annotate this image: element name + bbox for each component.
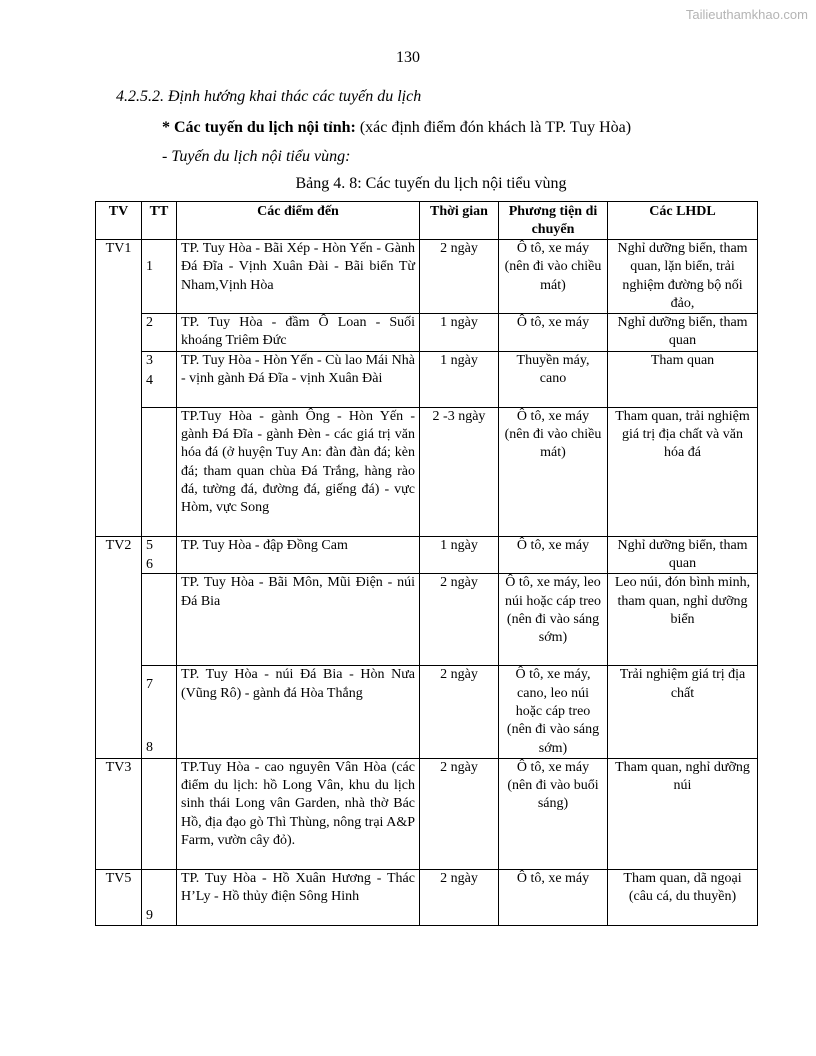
routes-table bbox=[95, 201, 758, 926]
header-tt: TT bbox=[142, 202, 177, 240]
lhdl-cell: Trải nghiệm giá trị địa chất bbox=[608, 666, 758, 758]
lhdl-cell: Leo núi, đón bình minh, tham quan, nghỉ dưỡng biển bbox=[608, 574, 758, 666]
header-tv: TV bbox=[96, 202, 142, 240]
time-cell: 1 ngày bbox=[420, 536, 499, 574]
lhdl-cell: Nghỉ dưỡng biển, tham quan bbox=[608, 536, 758, 574]
table-caption: Bảng 4. 8: Các tuyến du lịch nội tiểu vùng bbox=[295, 175, 567, 192]
time-cell: 1 ngày bbox=[420, 351, 499, 407]
table-row bbox=[96, 758, 758, 869]
transport-cell: Ô tô, xe máy bbox=[499, 869, 608, 925]
transport-cell: Ô tô, xe máy (nên đi vào chiều mát) bbox=[499, 407, 608, 536]
lhdl-cell: Tham quan, dã ngoại (câu cá, du thuyền) bbox=[608, 869, 758, 925]
transport-cell: Ô tô, xe máy (nên đi vào chiều mát) bbox=[499, 240, 608, 314]
transport-cell: Ô tô, xe máy (nên đi vào buổi sáng) bbox=[499, 758, 608, 869]
destinations-cell: TP. Tuy Hòa - đập Đồng Cam bbox=[177, 536, 420, 574]
destinations-cell: TP. Tuy Hòa - Hòn Yến - Cù lao Mái Nhà - vịnh gành Đá Đĩa - vịnh Xuân Đài bbox=[177, 351, 420, 407]
destinations-cell: TP. Tuy Hòa - Bãi Môn, Mũi Điện - núi Đá Bia bbox=[177, 574, 420, 666]
table-row bbox=[96, 869, 758, 925]
section-heading: 4.2.5.2. Định hướng khai thác các tuyến du lịch bbox=[116, 88, 422, 105]
lhdl-cell: Nghỉ dưỡng biển, tham quan, lặn biển, trải nghiệm đường bộ nối đảo, bbox=[608, 240, 758, 314]
row-number: 5 bbox=[142, 536, 177, 574]
row-number bbox=[142, 739, 177, 869]
transport-cell: Ô tô, xe máy, leo núi hoặc cáp treo (nên đi vào sáng sớm) bbox=[499, 574, 608, 666]
row-number-text: 6 bbox=[146, 557, 153, 573]
transport-cell: Thuyền máy, cano bbox=[499, 351, 608, 407]
header-time: Thời gian bbox=[420, 202, 499, 240]
row-number bbox=[142, 372, 177, 536]
sub-subheading: - Tuyến du lịch nội tiểu vùng: bbox=[162, 148, 351, 165]
watermark: Tailieuthamkhao.com bbox=[685, 7, 808, 22]
row-number-text: 4 bbox=[146, 372, 153, 388]
subheading-rest: (xác định điểm đón khách là TP. Tuy Hòa) bbox=[355, 119, 632, 136]
row-number: 2 bbox=[142, 314, 177, 352]
subheading-bold: * Các tuyến du lịch nội tỉnh: bbox=[162, 119, 356, 136]
lhdl-cell: Tham quan, nghỉ dưỡng núi bbox=[608, 758, 758, 869]
group-cell-tv1: TV1 bbox=[96, 240, 142, 537]
lhdl-cell: Tham quan, trải nghiệm giá trị địa chất và văn hóa đá bbox=[608, 407, 758, 536]
destinations-cell: TP. Tuy Hòa - đầm Ô Loan - Suối khoáng Triêm Đức bbox=[177, 314, 420, 352]
row-number: 3 bbox=[142, 351, 177, 407]
header-lhdl: Các LHDL bbox=[608, 202, 758, 240]
row-number-text: 8 bbox=[146, 739, 153, 755]
row-number: 9 bbox=[142, 869, 177, 925]
table-row bbox=[96, 536, 758, 574]
table-row bbox=[96, 407, 758, 536]
table-row bbox=[96, 240, 758, 314]
table-row bbox=[96, 351, 758, 407]
transport-cell: Ô tô, xe máy bbox=[499, 314, 608, 352]
header-destinations: Các điểm đến bbox=[177, 202, 420, 240]
destinations-cell: TP.Tuy Hòa - gành Ông - Hòn Yến - gành Đá Đĩa - gành Đèn - các giá trị văn hóa đá (ở huyện Tuy An: đàn đàn đá; kèn đá; tham quan chùa Đá Trắng, hàng rào đá, tường đá, đường đá, giếng đá) - vực Hòm, vực Song bbox=[177, 407, 420, 536]
destinations-cell: TP. Tuy Hòa - Hồ Xuân Hương - Thác H’Ly - Hồ thủy điện Sông Hinh bbox=[177, 869, 420, 925]
time-cell: 2 ngày bbox=[420, 240, 499, 314]
table-row bbox=[96, 574, 758, 666]
table-row bbox=[96, 314, 758, 352]
row-number-text: 7 bbox=[146, 677, 153, 693]
table-header-row bbox=[96, 202, 758, 240]
group-cell-tv3: TV3 bbox=[96, 758, 142, 869]
destinations-cell: TP.Tuy Hòa - cao nguyên Vân Hòa (các điểm du lịch: hồ Long Vân, khu du lịch sinh thái Long vân Garden, nhà thờ Bác Hồ, địa đạo gò Thì Thùng, nông trại A&P Farm, vườn cây đỏ). bbox=[177, 758, 420, 869]
header-transport: Phương tiện di chuyển bbox=[499, 202, 608, 240]
table-row bbox=[96, 666, 758, 758]
transport-cell: Ô tô, xe máy bbox=[499, 536, 608, 574]
lhdl-cell: Tham quan bbox=[608, 351, 758, 407]
time-cell: 2 ngày bbox=[420, 666, 499, 758]
time-cell: 2 ngày bbox=[420, 869, 499, 925]
group-cell-tv5: TV5 bbox=[96, 869, 142, 925]
row-number bbox=[142, 240, 177, 314]
lhdl-cell: Nghỉ dưỡng biển, tham quan bbox=[608, 314, 758, 352]
page-number: 130 bbox=[396, 49, 420, 66]
row-number bbox=[142, 557, 177, 666]
group-cell-tv2: TV2 bbox=[96, 536, 142, 758]
destinations-cell: TP. Tuy Hòa - núi Đá Bia - Hòn Nưa (Vũng Rô) - gành đá Hòa Thắng bbox=[177, 666, 420, 758]
row-number-text: 1 bbox=[146, 259, 153, 274]
subheading bbox=[162, 119, 631, 137]
time-cell: 2 ngày bbox=[420, 758, 499, 869]
time-cell: 1 ngày bbox=[420, 314, 499, 352]
time-cell: 2 -3 ngày bbox=[420, 407, 499, 536]
destinations-cell: TP. Tuy Hòa - Bãi Xép - Hòn Yến - Gành Đá Đĩa - Vịnh Xuân Đài - Bãi biển Từ Nham,Vịnh Hòa bbox=[177, 240, 420, 314]
transport-cell: Ô tô, xe máy, cano, leo núi hoặc cáp treo (nên đi vào sáng sớm) bbox=[499, 666, 608, 758]
time-cell: 2 ngày bbox=[420, 574, 499, 666]
